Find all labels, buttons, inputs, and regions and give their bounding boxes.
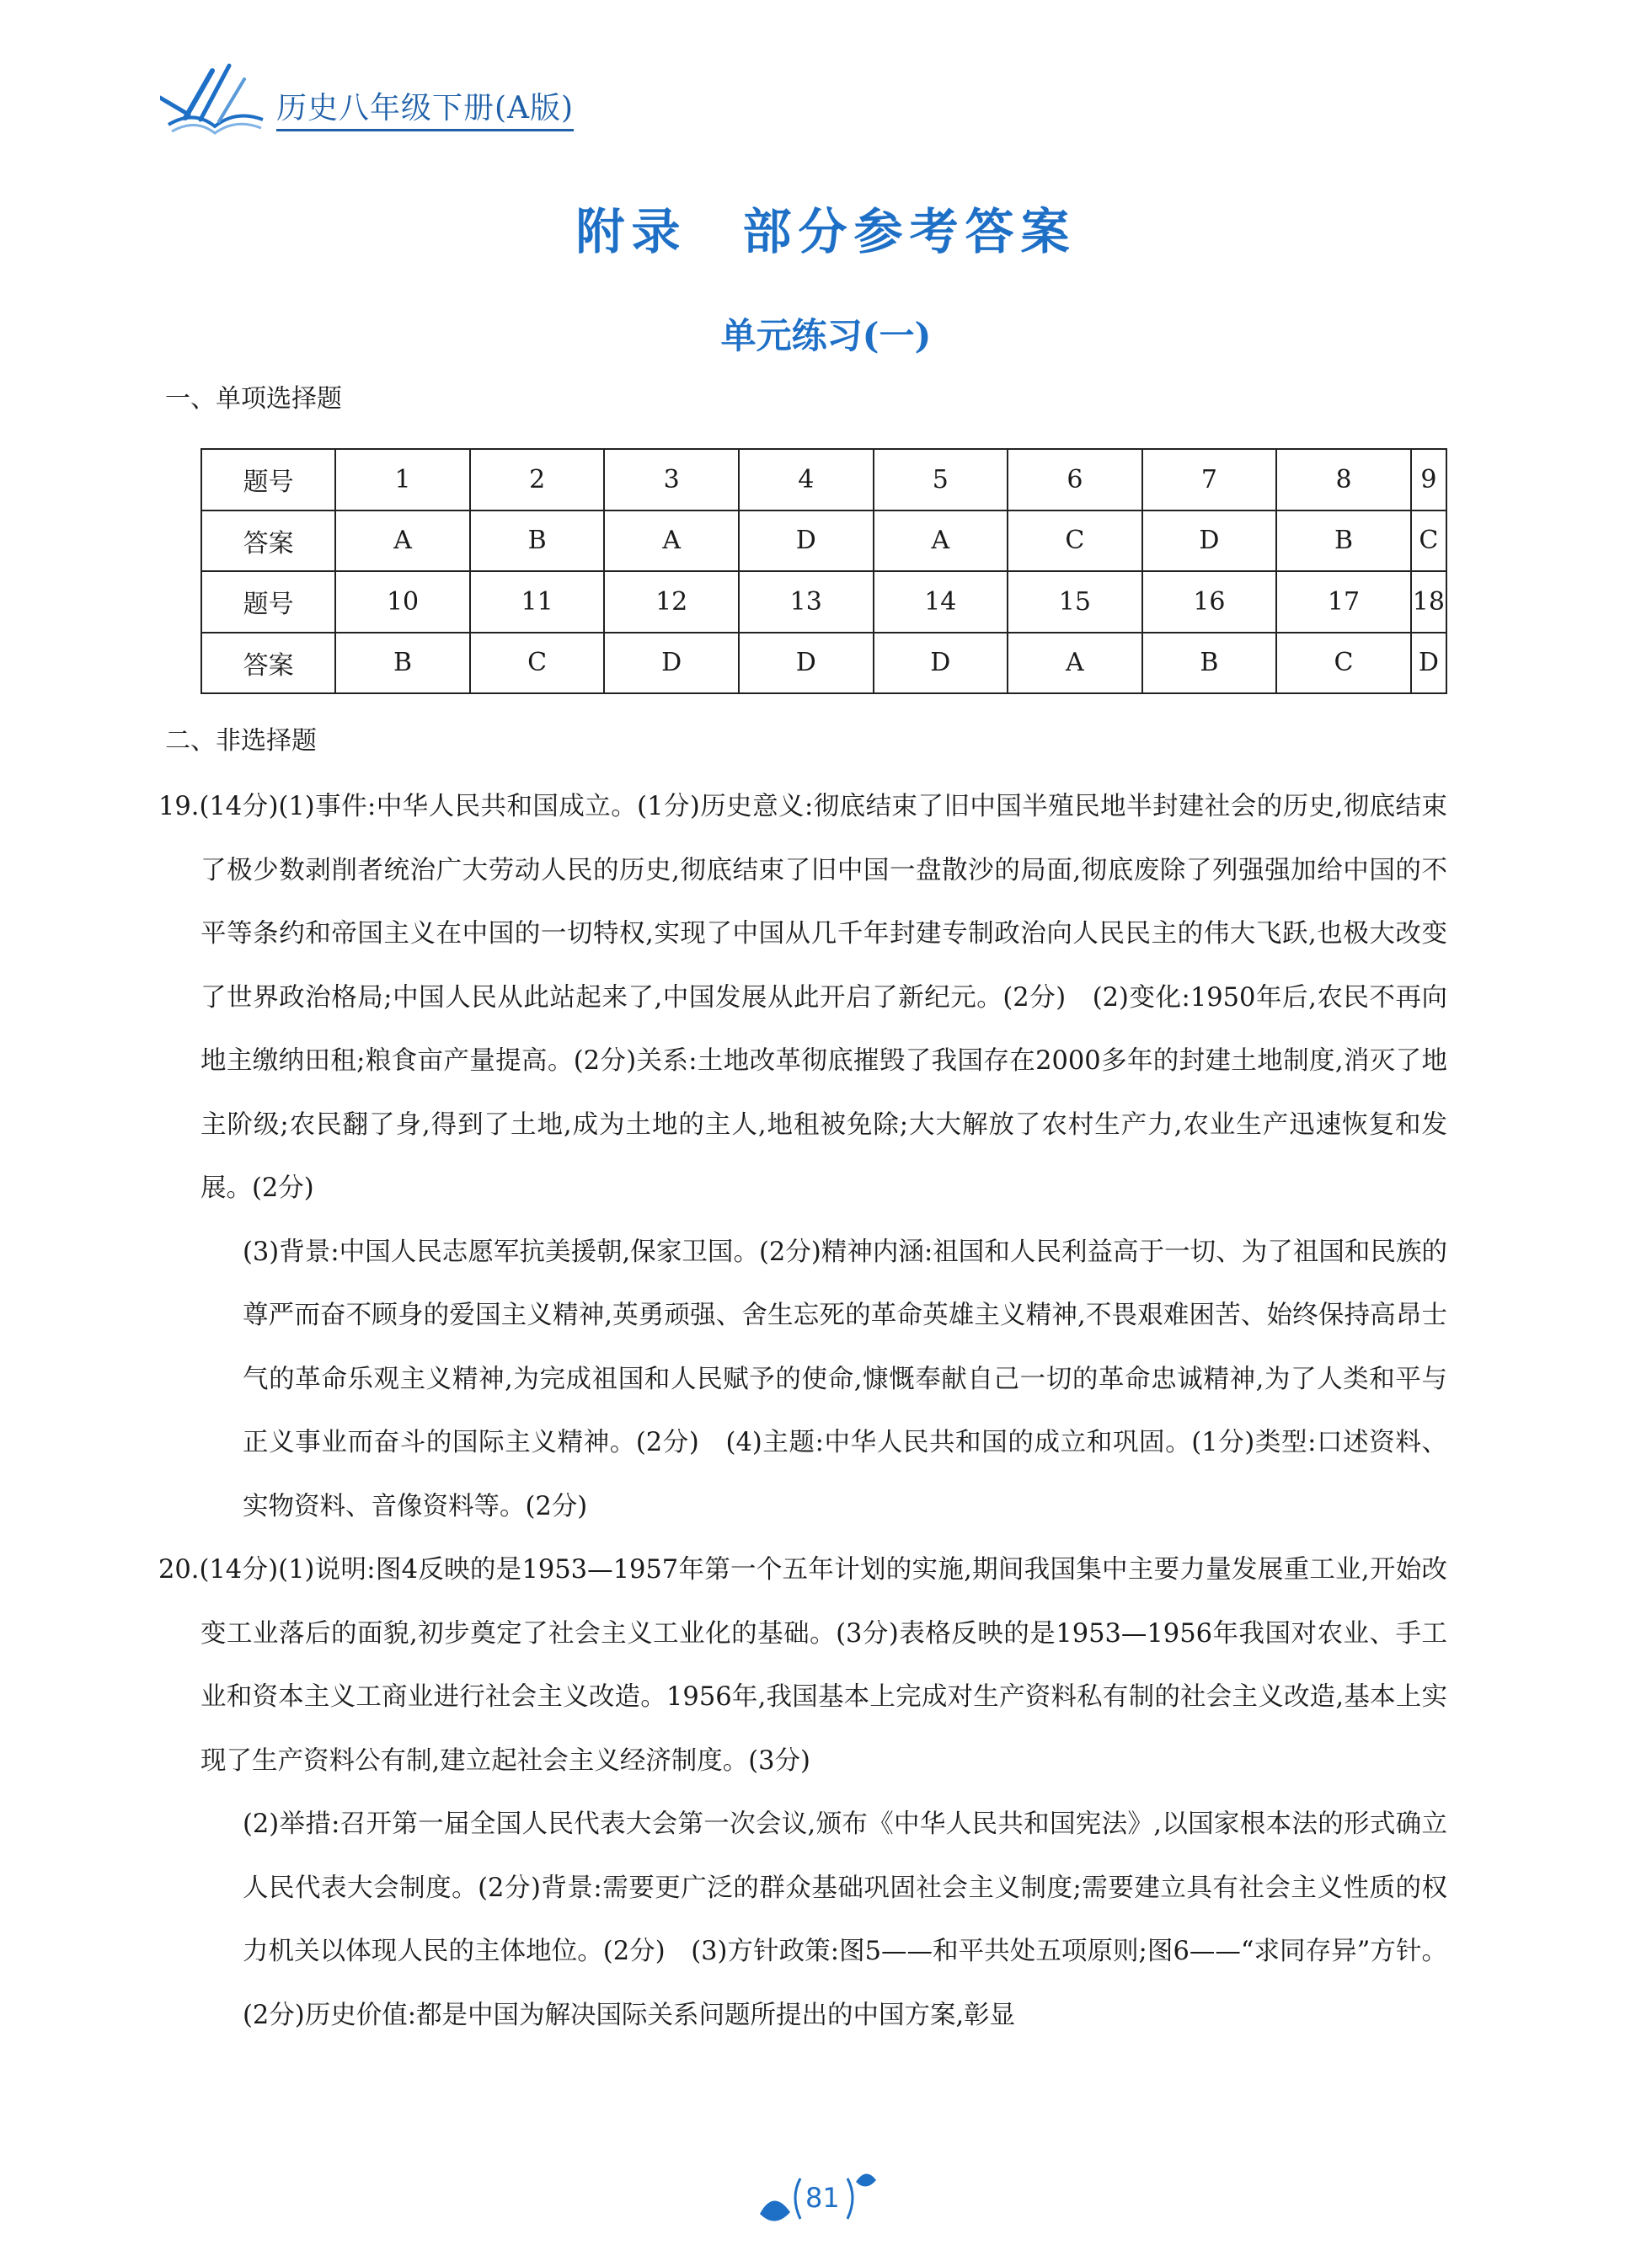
page-title: 附录 部分参考答案 <box>575 203 1077 260</box>
table-cell: C <box>470 633 605 694</box>
table-cell: 4 <box>739 449 874 510</box>
table-cell: 17 <box>1276 571 1411 633</box>
table-cell: D <box>604 633 739 694</box>
answer-paragraph: (3)背景:中国人民志愿军抗美援朝,保家卫国。(2分)精神内涵:祖国和人民利益高于一切、为了祖国和民族的尊严而奋不顾身的爱国主义精神,英勇顽强、舍生忘死的革命英雄主义精神,不畏艰难困苦、始终保持高昂士气的革命乐观主义精神,为完成祖国和人民赋予的使命,慷慨奉献自己一切的革命忠诚精神,为了人类和平与正义事业而奋斗的国际主义精神。(2分) (4)主题:中华人民共和国的成立和巩固。(1分)类型:口述资料、实物资料、音像资料等。(2分) <box>243 1237 1447 1521</box>
unit-title: 单元练习(一) <box>720 315 932 356</box>
table-cell: D <box>1142 510 1277 572</box>
page-number-text: 81 <box>805 2182 840 2214</box>
answer-paragraph: (2)举措:召开第一届全国人民代表大会第一次会议,颁布《中华人民共和国宪法》,以国家根本法的形式确立人民代表大会制度。(2分)背景:需要更广泛的群众基础巩固社会主义制度;需要建立具有社会主义性质的权力机关以体现人民的主体地位。(2分) (3)方针政策:图5——和平共处五项原则;图6——“求同存异”方针。(2分)历史价值:都是中国为解决国际关系问题所提出的中国方案,彰显 <box>243 1809 1447 2030</box>
book-title: 历史八年级下册(A版) <box>276 84 574 131</box>
table-row <box>201 449 1446 510</box>
table-cell: 题号 <box>201 571 335 633</box>
table-cell: 10 <box>335 571 470 633</box>
table-cell: D <box>739 510 874 572</box>
table-cell: 1 <box>335 449 470 510</box>
table-cell: 7 <box>1142 449 1277 510</box>
answer-paragraph: 19.(14分)(1)事件:中华人民共和国成立。(1分)历史意义:彻底结束了旧中国半殖民地半封建社会的历史,彻底结束了极少数剥削者统治广大劳动人民的历史,彻底结束了旧中国一盘散沙的局面,彻底废除了列强强加给中国的不平等条约和帝国主义在中国的一切特权,实现了中国从几千年封建专制政治向人民民主的伟大飞跃,也极大改变了世界政治格局;中国人民从此站起来了,中国发展从此开启了新纪元。(2分) (2)变化:1950年后,农民不再向地主缴纳田租;粮食亩产量提高。(2分)关系:土地改革彻底摧毁了我国存在2000多年的封建土地制度,消灭了地主阶级;农民翻了身,得到了土地,成为土地的主人,地租被免除;大大解放了农村生产力,农业生产迅速恢复和发展。(2分) <box>158 792 1447 1203</box>
table-cell: B <box>1276 510 1411 572</box>
table-cell: 18 <box>1411 571 1446 633</box>
table-cell: 答案 <box>201 633 335 694</box>
table-cell: 16 <box>1142 571 1277 633</box>
section-label-multiple-choice: 一、单项选择题 <box>165 384 342 414</box>
table-cell: 题号 <box>201 449 335 510</box>
table-cell: C <box>1276 633 1411 694</box>
table-cell: D <box>739 633 874 694</box>
question-19-answer <box>158 775 1447 1538</box>
table-cell: 14 <box>874 571 1008 633</box>
table-cell: 12 <box>604 571 739 633</box>
book-logo-icon <box>160 59 270 143</box>
table-cell: A <box>1008 633 1142 694</box>
question-20-answer <box>158 1538 1447 2047</box>
table-cell: 8 <box>1276 449 1411 510</box>
table-cell: B <box>470 510 605 572</box>
answer-table <box>200 448 1447 694</box>
table-cell: 6 <box>1008 449 1142 510</box>
table-cell: D <box>1411 633 1446 694</box>
section-label-non-choice: 二、非选择题 <box>165 726 317 756</box>
table-cell: 9 <box>1411 449 1446 510</box>
table-cell: 15 <box>1008 571 1142 633</box>
table-cell: B <box>1142 633 1277 694</box>
table-cell: 3 <box>604 449 739 510</box>
table-cell: 11 <box>470 571 605 633</box>
table-cell: B <box>335 633 470 694</box>
table-cell: A <box>335 510 470 572</box>
table-cell: C <box>1411 510 1446 572</box>
table-cell: C <box>1008 510 1142 572</box>
table-cell: 5 <box>874 449 1008 510</box>
table-cell: 答案 <box>201 510 335 572</box>
table-cell: 2 <box>470 449 605 510</box>
answer-paragraph: 20.(14分)(1)说明:图4反映的是1953—1957年第一个五年计划的实施,期间我国集中主要力量发展重工业,开始改变工业落后的面貌,初步奠定了社会主义工业化的基础。(3分)表格反映的是1953—1956年我国对农业、手工业和资本主义工商业进行社会主义改造。1956年,我国基本上完成对生产资料私有制的社会主义改造,基本上实现了生产资料公有制,建立起社会主义经济制度。(3分) <box>158 1555 1447 1776</box>
table-row <box>201 633 1446 694</box>
table-cell: D <box>874 633 1008 694</box>
table-row <box>201 571 1446 633</box>
page-number <box>756 2163 891 2231</box>
table-row <box>201 510 1446 572</box>
table-cell: A <box>874 510 1008 572</box>
table-cell: A <box>604 510 739 572</box>
table-cell: 13 <box>739 571 874 633</box>
